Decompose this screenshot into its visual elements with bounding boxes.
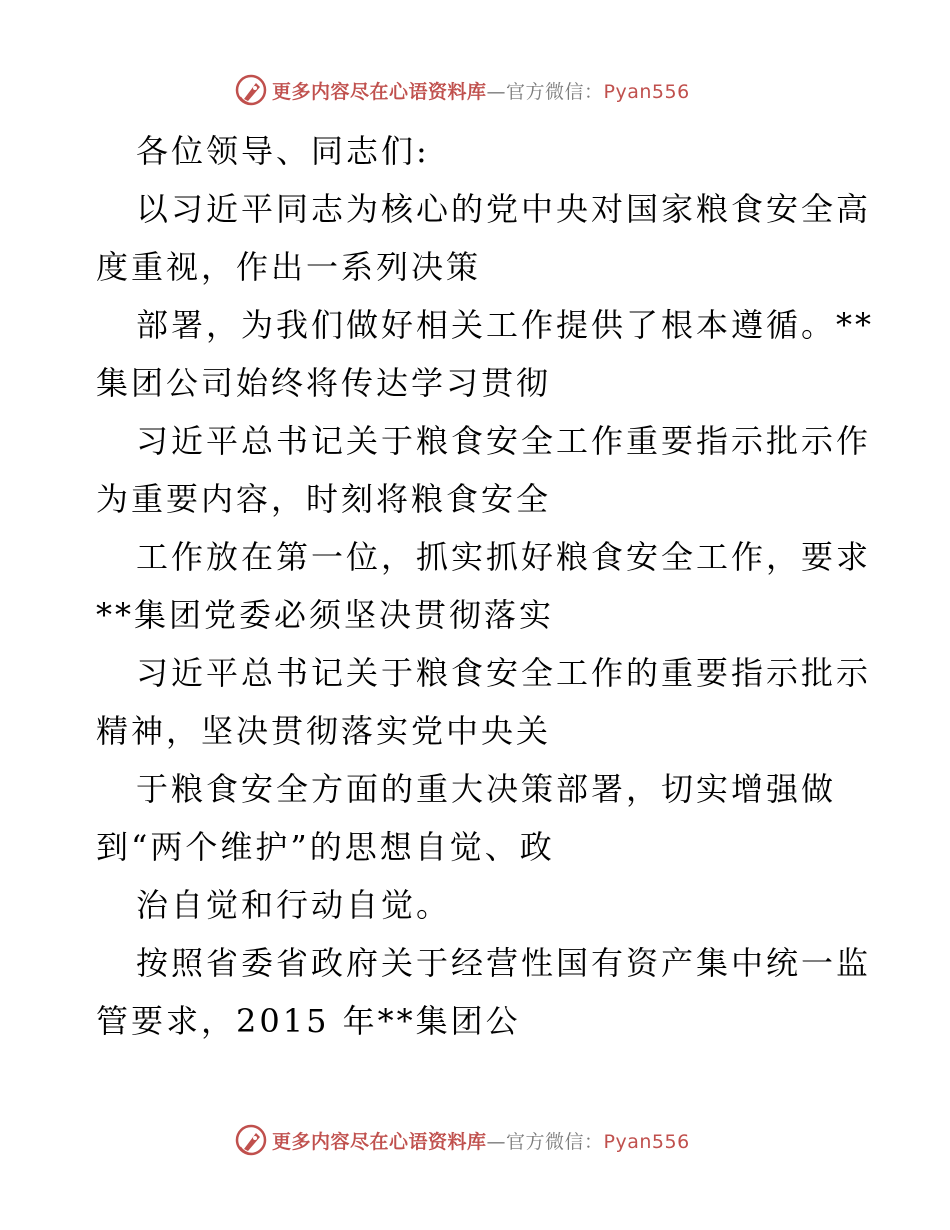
text-line: 集团公司始终将传达学习贯彻 <box>96 364 552 402</box>
text-line: 习近平总书记关于粮食安全工作重要指示批示作 <box>136 422 872 460</box>
text-line: 部署，为我们做好相关工作提供了根本遵循。** <box>136 306 875 344</box>
banner-site-name: 更多内容尽在心语资料库 <box>272 80 487 103</box>
text-line: 以习近平同志为核心的党中央对国家粮食安全高 <box>136 190 872 228</box>
banner-wechat-label: —官方微信： <box>486 80 604 103</box>
text-line: **集团党委必须坚决贯彻落实 <box>96 596 555 634</box>
text-line: 到“两个维护”的思想自觉、政 <box>96 828 555 866</box>
speech-body <box>96 122 876 1050</box>
text-line: 治自觉和行动自觉。 <box>136 886 452 924</box>
text-line: 精神，坚决贯彻落实党中央关 <box>96 712 552 750</box>
text-line: 习近平总书记关于粮食安全工作的重要指示批示 <box>136 654 872 692</box>
banner-wechat-id: Pyan556 <box>603 80 690 103</box>
text-line: 按照省委省政府关于经营性国有资产集中统一监 <box>136 944 872 982</box>
text-line: 工作放在第一位，抓实抓好粮食安全工作，要求 <box>136 538 872 576</box>
text-line-salutation: 各位领导、同志们: <box>136 132 430 170</box>
banner-wechat-id: Pyan556 <box>603 1130 690 1153</box>
footer-watermark-banner <box>234 1120 754 1160</box>
header-watermark-banner <box>234 70 754 110</box>
text-line: 为重要内容，时刻将粮食安全 <box>96 480 552 518</box>
text-line: 于粮食安全方面的重大决策部署，切实增强做 <box>136 770 837 808</box>
pen-nib-logo-icon <box>234 73 268 107</box>
text-line: 度重视，作出一系列决策 <box>96 248 482 286</box>
banner-site-name: 更多内容尽在心语资料库 <box>272 1130 487 1153</box>
banner-wechat-label: —官方微信： <box>486 1130 604 1153</box>
pen-nib-logo-icon <box>234 1123 268 1157</box>
text-line: 管要求，2015 年**集团公 <box>96 1002 521 1040</box>
